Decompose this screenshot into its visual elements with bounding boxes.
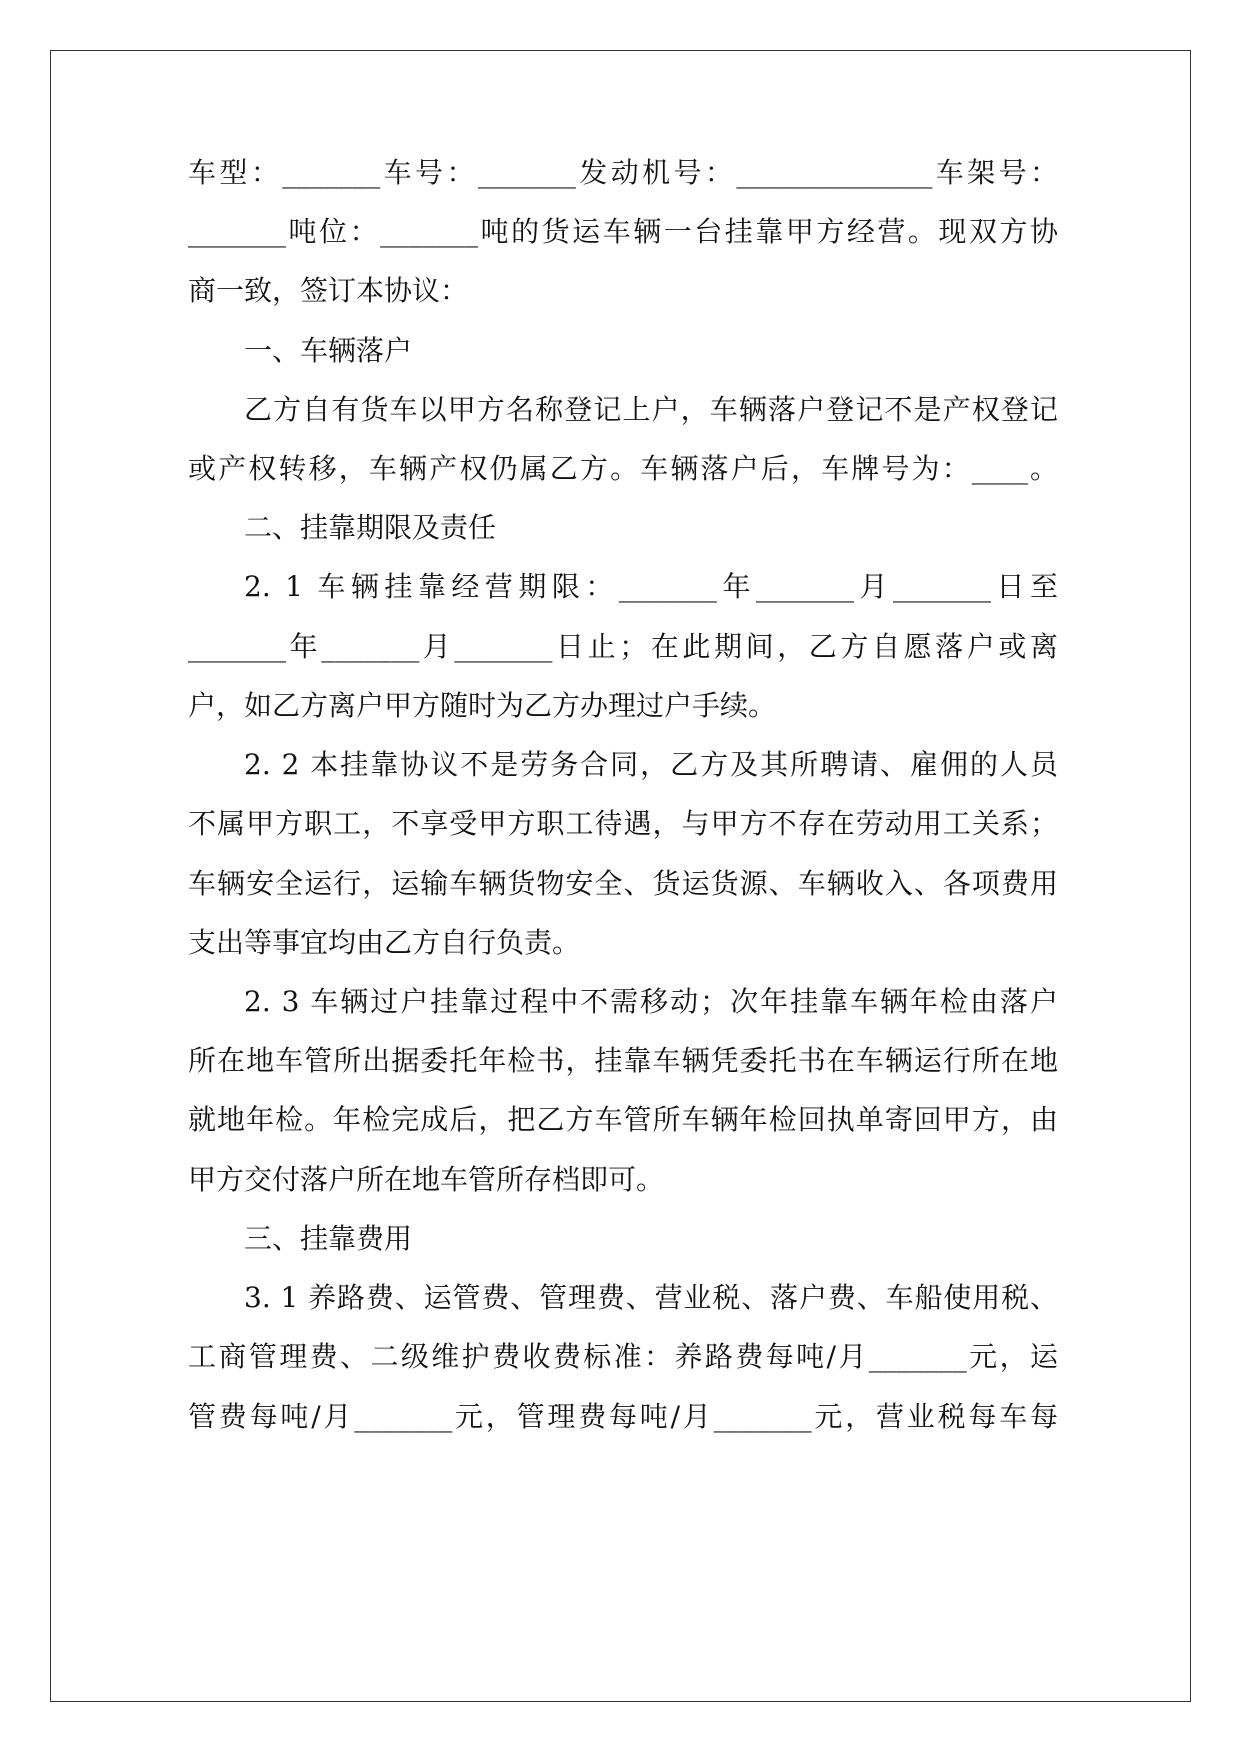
- clause-2-2-line-1: 2. 2 本挂靠协议不是劳务合同，乙方及其所聘请、雇佣的人员: [244, 748, 1058, 781]
- clause-2-3-line-4: 甲方交付落户所在地车管所存档即可。: [188, 1163, 665, 1196]
- text-line-2: _______吨位：_______吨的货运车辆一台挂靠甲方经营。现双方协: [188, 215, 1058, 248]
- section-heading-2: 二、挂靠期限及责任: [244, 511, 497, 544]
- text-line-3: 商一致，签订本协议：: [188, 274, 469, 307]
- text-line-5: 乙方自有货车以甲方名称登记上户，车辆落户登记不是产权登记: [244, 393, 1058, 426]
- clause-2-1-line-2: _______年_______月_______日止；在此期间，乙方自愿落户或离: [188, 630, 1058, 663]
- text-line-6: 或产权转移，车辆产权仍属乙方。车辆落户后，车牌号为：____。: [188, 452, 1058, 485]
- clause-2-3-line-2: 所在地车管所出据委托年检书，挂靠车辆凭委托书在车辆运行所在地: [188, 1044, 1058, 1077]
- clause-2-2-line-3: 车辆安全运行，运输车辆货物安全、货运货源、车辆收入、各项费用: [188, 867, 1058, 900]
- text-line-1: 车型：_______车号：_______发动机号：______________车架号：: [188, 156, 1058, 189]
- clause-3-1-line-3: 管费每吨/月_______元，管理费每吨/月_______元，营业税每车每: [188, 1400, 1058, 1433]
- clause-3-1-line-1: 3. 1 养路费、运管费、管理费、营业税、落户费、车船使用税、: [244, 1281, 1058, 1314]
- clause-2-1-line-3: 户，如乙方离户甲方随时为乙方办理过户手续。: [188, 689, 777, 722]
- section-heading-1: 一、车辆落户: [244, 334, 413, 367]
- clause-2-1-line-1: 2. 1 车辆挂靠经营期限：_______年_______月_______日至: [244, 570, 1058, 603]
- clause-2-2-line-4: 支出等事宜均由乙方自行负责。: [188, 926, 581, 959]
- clause-2-2-line-2: 不属甲方职工，不享受甲方职工待遇，与甲方不存在劳动用工关系；: [188, 807, 1058, 840]
- clause-2-3-line-1: 2. 3 车辆过户挂靠过程中不需移动；次年挂靠车辆年检由落户: [244, 985, 1058, 1018]
- clause-2-3-line-3: 就地年检。年检完成后，把乙方车管所车辆年检回执单寄回甲方，由: [188, 1103, 1058, 1136]
- section-heading-3: 三、挂靠费用: [244, 1222, 413, 1255]
- clause-3-1-line-2: 工商管理费、二级维护费收费标准：养路费每吨/月_______元，运: [188, 1340, 1058, 1373]
